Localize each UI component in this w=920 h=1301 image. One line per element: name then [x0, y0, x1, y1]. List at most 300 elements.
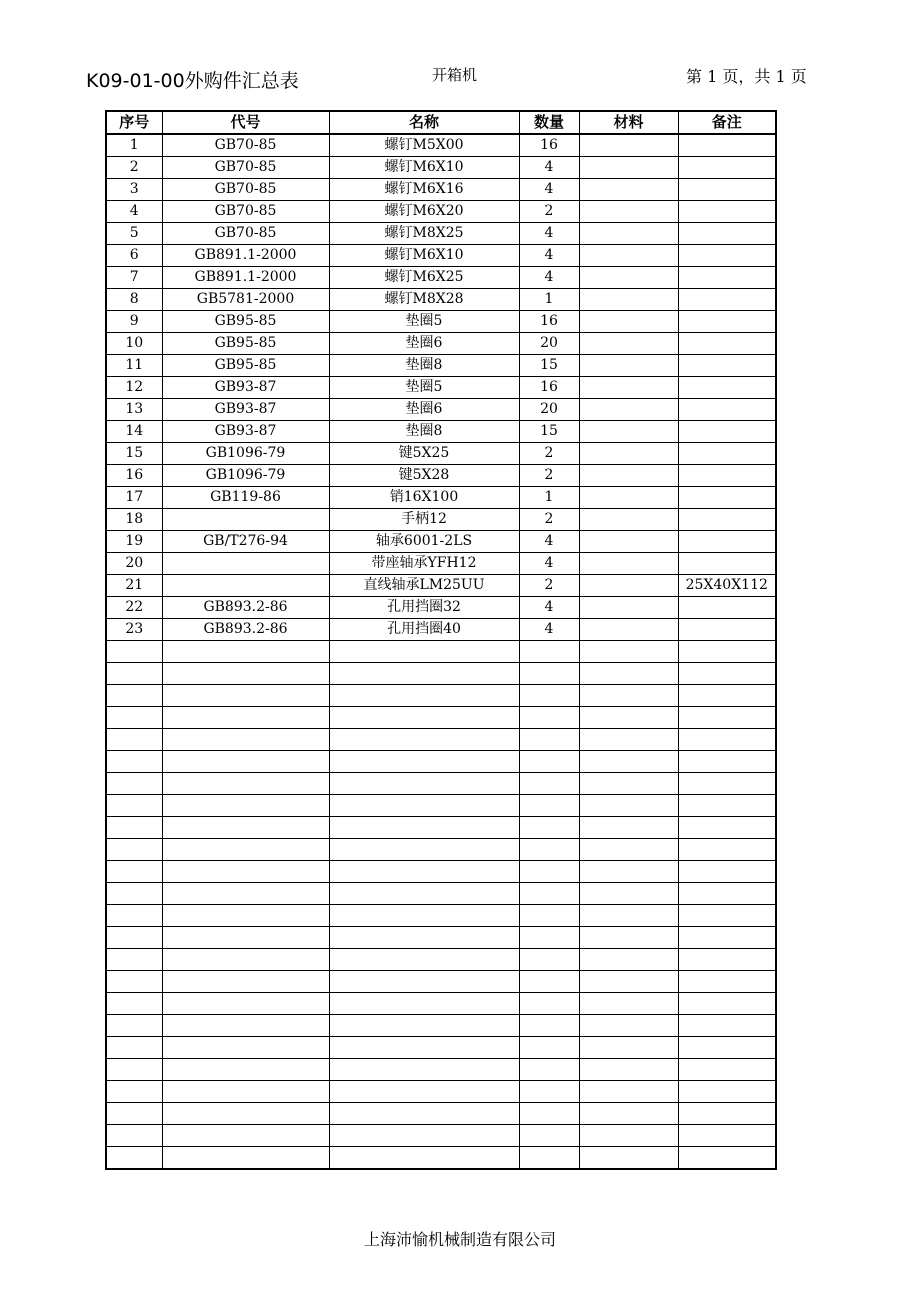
table-row [106, 245, 776, 267]
cell-seq [106, 663, 162, 685]
cell-remark [678, 223, 776, 245]
cell-material [579, 1081, 678, 1103]
table-row [106, 443, 776, 465]
header-material: 材料 [579, 111, 678, 134]
cell-name: 垫圈8 [329, 355, 519, 377]
cell-seq [106, 949, 162, 971]
table-row [106, 839, 776, 861]
cell-material [579, 223, 678, 245]
cell-code [162, 883, 329, 905]
cell-qty: 4 [519, 245, 579, 267]
cell-material [579, 509, 678, 531]
table-row [106, 377, 776, 399]
product-name: 开箱机 [432, 66, 478, 84]
cell-name: 孔用挡圈40 [329, 619, 519, 641]
cell-seq [106, 927, 162, 949]
cell-seq: 9 [106, 311, 162, 333]
table-row [106, 927, 776, 949]
cell-seq: 14 [106, 421, 162, 443]
cell-qty [519, 707, 579, 729]
cell-name: 带座轴承YFH12 [329, 553, 519, 575]
cell-name: 孔用挡圈32 [329, 597, 519, 619]
cell-seq [106, 883, 162, 905]
header-name: 名称 [329, 111, 519, 134]
cell-material [579, 487, 678, 509]
cell-name [329, 949, 519, 971]
cell-seq: 8 [106, 289, 162, 311]
cell-seq: 10 [106, 333, 162, 355]
cell-name [329, 861, 519, 883]
cell-code [162, 817, 329, 839]
cell-name: 垫圈6 [329, 399, 519, 421]
cell-name: 螺钉M8X25 [329, 223, 519, 245]
cell-remark [678, 707, 776, 729]
cell-code: GB70-85 [162, 201, 329, 223]
cell-material [579, 861, 678, 883]
table-row [106, 971, 776, 993]
cell-qty [519, 883, 579, 905]
cell-qty [519, 817, 579, 839]
cell-seq: 15 [106, 443, 162, 465]
cell-seq [106, 773, 162, 795]
cell-name: 螺钉M6X20 [329, 201, 519, 223]
cell-code [162, 509, 329, 531]
cell-material [579, 641, 678, 663]
table-row [106, 201, 776, 223]
table-row [106, 421, 776, 443]
cell-remark [678, 421, 776, 443]
table-row [106, 817, 776, 839]
cell-code: GB891.1-2000 [162, 267, 329, 289]
cell-qty: 4 [519, 531, 579, 553]
cell-code: GB70-85 [162, 134, 329, 157]
cell-code: GB70-85 [162, 223, 329, 245]
cell-seq [106, 751, 162, 773]
cell-name [329, 883, 519, 905]
table-row [106, 949, 776, 971]
cell-remark [678, 311, 776, 333]
cell-name [329, 1147, 519, 1170]
cell-qty [519, 751, 579, 773]
table-row [106, 597, 776, 619]
cell-code [162, 729, 329, 751]
cell-seq: 16 [106, 465, 162, 487]
cell-material [579, 729, 678, 751]
cell-material [579, 839, 678, 861]
cell-seq: 5 [106, 223, 162, 245]
cell-qty: 16 [519, 377, 579, 399]
cell-material [579, 531, 678, 553]
cell-remark [678, 663, 776, 685]
cell-material [579, 443, 678, 465]
parts-table [105, 110, 777, 1170]
table-row [106, 487, 776, 509]
cell-qty [519, 839, 579, 861]
cell-qty: 4 [519, 179, 579, 201]
cell-name: 螺钉M8X28 [329, 289, 519, 311]
table-row [106, 707, 776, 729]
cell-material [579, 1103, 678, 1125]
cell-material [579, 1147, 678, 1170]
cell-qty: 2 [519, 465, 579, 487]
cell-qty: 20 [519, 399, 579, 421]
table-row [106, 751, 776, 773]
table-row [106, 509, 776, 531]
table-row [106, 861, 776, 883]
cell-remark: 25X40X112 [678, 575, 776, 597]
cell-material [579, 289, 678, 311]
table-row [106, 267, 776, 289]
cell-code: GB891.1-2000 [162, 245, 329, 267]
cell-seq: 4 [106, 201, 162, 223]
cell-code [162, 575, 329, 597]
cell-qty: 20 [519, 333, 579, 355]
cell-code: GB95-85 [162, 311, 329, 333]
cell-seq [106, 729, 162, 751]
cell-qty [519, 905, 579, 927]
table-row [106, 993, 776, 1015]
header-remark: 备注 [678, 111, 776, 134]
cell-qty [519, 663, 579, 685]
table-row [106, 179, 776, 201]
cell-remark [678, 773, 776, 795]
cell-name [329, 1059, 519, 1081]
cell-code: GB/T276-94 [162, 531, 329, 553]
cell-seq [106, 971, 162, 993]
cell-qty [519, 685, 579, 707]
cell-remark [678, 487, 776, 509]
cell-name: 键5X28 [329, 465, 519, 487]
cell-material [579, 575, 678, 597]
cell-code: GB95-85 [162, 355, 329, 377]
cell-qty: 16 [519, 134, 579, 157]
cell-name: 螺钉M5X00 [329, 134, 519, 157]
cell-qty [519, 971, 579, 993]
cell-code [162, 751, 329, 773]
cell-name [329, 993, 519, 1015]
cell-qty [519, 1059, 579, 1081]
cell-material [579, 553, 678, 575]
table-row [106, 1037, 776, 1059]
table-row [106, 905, 776, 927]
company-name: 上海沛愉机械制造有限公司 [363, 1230, 556, 1249]
cell-code [162, 927, 329, 949]
cell-name [329, 795, 519, 817]
cell-qty [519, 1147, 579, 1170]
cell-qty [519, 795, 579, 817]
cell-qty: 2 [519, 575, 579, 597]
cell-qty [519, 1103, 579, 1125]
cell-name [329, 971, 519, 993]
table-row [106, 399, 776, 421]
document-title: K09-01-00外购件汇总表 [86, 70, 299, 92]
cell-code [162, 1103, 329, 1125]
cell-seq: 11 [106, 355, 162, 377]
cell-code [162, 553, 329, 575]
cell-code [162, 949, 329, 971]
cell-remark [678, 729, 776, 751]
header-code: 代号 [162, 111, 329, 134]
cell-code [162, 1015, 329, 1037]
cell-name: 轴承6001-2LS [329, 531, 519, 553]
table-row [106, 1059, 776, 1081]
cell-remark [678, 619, 776, 641]
cell-remark [678, 993, 776, 1015]
cell-remark [678, 883, 776, 905]
cell-material [579, 685, 678, 707]
cell-name: 螺钉M6X10 [329, 157, 519, 179]
cell-name: 键5X25 [329, 443, 519, 465]
cell-material [579, 1125, 678, 1147]
cell-material [579, 883, 678, 905]
cell-seq: 21 [106, 575, 162, 597]
cell-code: GB119-86 [162, 487, 329, 509]
cell-qty [519, 773, 579, 795]
cell-code: GB893.2-86 [162, 619, 329, 641]
cell-material [579, 663, 678, 685]
cell-material [579, 971, 678, 993]
cell-qty: 15 [519, 421, 579, 443]
cell-remark [678, 751, 776, 773]
cell-name: 销16X100 [329, 487, 519, 509]
table-row [106, 134, 776, 157]
cell-qty [519, 641, 579, 663]
cell-remark [678, 553, 776, 575]
cell-remark [678, 531, 776, 553]
cell-material [579, 179, 678, 201]
table-row [106, 641, 776, 663]
cell-qty: 4 [519, 157, 579, 179]
cell-qty [519, 927, 579, 949]
cell-remark [678, 1147, 776, 1170]
cell-name [329, 1103, 519, 1125]
cell-remark [678, 134, 776, 157]
table-row [106, 729, 776, 751]
cell-seq [106, 707, 162, 729]
cell-qty: 15 [519, 355, 579, 377]
cell-material [579, 355, 678, 377]
cell-code [162, 773, 329, 795]
cell-seq: 12 [106, 377, 162, 399]
cell-qty [519, 729, 579, 751]
cell-code [162, 795, 329, 817]
cell-seq: 13 [106, 399, 162, 421]
cell-code [162, 641, 329, 663]
cell-qty: 16 [519, 311, 579, 333]
table-row [106, 619, 776, 641]
cell-remark [678, 1015, 776, 1037]
cell-qty [519, 993, 579, 1015]
cell-name [329, 1081, 519, 1103]
cell-material [579, 1015, 678, 1037]
cell-seq: 17 [106, 487, 162, 509]
cell-qty [519, 1125, 579, 1147]
header-qty: 数量 [519, 111, 579, 134]
cell-material [579, 905, 678, 927]
cell-remark [678, 465, 776, 487]
cell-material [579, 1037, 678, 1059]
cell-material [579, 773, 678, 795]
cell-name [329, 1037, 519, 1059]
cell-seq: 3 [106, 179, 162, 201]
cell-seq: 7 [106, 267, 162, 289]
cell-code [162, 685, 329, 707]
cell-material [579, 201, 678, 223]
cell-name [329, 1015, 519, 1037]
cell-code [162, 1081, 329, 1103]
cell-qty: 4 [519, 223, 579, 245]
cell-name [329, 773, 519, 795]
cell-name [329, 707, 519, 729]
cell-code: GB93-87 [162, 421, 329, 443]
cell-remark [678, 685, 776, 707]
cell-code [162, 971, 329, 993]
cell-material [579, 333, 678, 355]
cell-name [329, 685, 519, 707]
cell-seq: 1 [106, 134, 162, 157]
cell-material [579, 377, 678, 399]
cell-seq: 19 [106, 531, 162, 553]
cell-code: GB1096-79 [162, 465, 329, 487]
cell-remark [678, 1125, 776, 1147]
cell-material [579, 1059, 678, 1081]
cell-material [579, 245, 678, 267]
cell-remark [678, 399, 776, 421]
cell-remark [678, 443, 776, 465]
cell-name: 直线轴承LM25UU [329, 575, 519, 597]
cell-material [579, 817, 678, 839]
cell-code [162, 905, 329, 927]
cell-seq [106, 905, 162, 927]
cell-qty [519, 1037, 579, 1059]
cell-seq [106, 993, 162, 1015]
table-row [106, 1103, 776, 1125]
table-row [106, 157, 776, 179]
cell-name: 垫圈5 [329, 377, 519, 399]
cell-qty: 2 [519, 509, 579, 531]
table-row [106, 795, 776, 817]
cell-code [162, 707, 329, 729]
cell-material [579, 134, 678, 157]
cell-seq [106, 861, 162, 883]
cell-remark [678, 949, 776, 971]
cell-seq [106, 1125, 162, 1147]
cell-seq [106, 1081, 162, 1103]
cell-name [329, 839, 519, 861]
table-row [106, 773, 776, 795]
cell-code: GB1096-79 [162, 443, 329, 465]
cell-code [162, 663, 329, 685]
page-number: 第 1 页，共 1 页 [686, 67, 807, 86]
cell-code [162, 861, 329, 883]
table-row [106, 311, 776, 333]
cell-remark [678, 157, 776, 179]
cell-code: GB70-85 [162, 157, 329, 179]
table-header-row [106, 111, 776, 134]
cell-material [579, 993, 678, 1015]
table-row [106, 663, 776, 685]
cell-code [162, 839, 329, 861]
cell-qty: 4 [519, 267, 579, 289]
cell-remark [678, 971, 776, 993]
cell-material [579, 421, 678, 443]
cell-seq: 2 [106, 157, 162, 179]
cell-seq: 6 [106, 245, 162, 267]
cell-remark [678, 377, 776, 399]
cell-name: 螺钉M6X25 [329, 267, 519, 289]
cell-qty [519, 1081, 579, 1103]
cell-qty: 4 [519, 619, 579, 641]
cell-seq [106, 839, 162, 861]
cell-material [579, 311, 678, 333]
cell-remark [678, 905, 776, 927]
cell-material [579, 949, 678, 971]
table-row [106, 289, 776, 311]
cell-name: 螺钉M6X10 [329, 245, 519, 267]
cell-material [579, 157, 678, 179]
cell-code: GB5781-2000 [162, 289, 329, 311]
cell-name: 手柄12 [329, 509, 519, 531]
cell-name: 垫圈6 [329, 333, 519, 355]
table-row [106, 685, 776, 707]
cell-name: 垫圈5 [329, 311, 519, 333]
cell-remark [678, 245, 776, 267]
cell-material [579, 707, 678, 729]
cell-material [579, 795, 678, 817]
cell-remark [678, 509, 776, 531]
table-row [106, 1081, 776, 1103]
cell-code [162, 993, 329, 1015]
cell-name [329, 817, 519, 839]
cell-remark [678, 333, 776, 355]
cell-remark [678, 597, 776, 619]
cell-seq [106, 1037, 162, 1059]
cell-material [579, 619, 678, 641]
cell-remark [678, 1037, 776, 1059]
cell-seq [106, 817, 162, 839]
cell-name [329, 927, 519, 949]
table-row [106, 883, 776, 905]
cell-seq: 22 [106, 597, 162, 619]
cell-material [579, 927, 678, 949]
cell-seq [106, 1147, 162, 1170]
cell-qty: 2 [519, 443, 579, 465]
cell-code: GB70-85 [162, 179, 329, 201]
table-row [106, 355, 776, 377]
cell-code [162, 1147, 329, 1170]
table-row [106, 531, 776, 553]
cell-material [579, 267, 678, 289]
cell-material [579, 597, 678, 619]
cell-remark [678, 267, 776, 289]
cell-seq [106, 1059, 162, 1081]
cell-remark [678, 179, 776, 201]
cell-seq [106, 685, 162, 707]
cell-qty: 4 [519, 597, 579, 619]
table-body [106, 134, 776, 1169]
cell-remark [678, 1059, 776, 1081]
cell-remark [678, 1081, 776, 1103]
cell-code [162, 1059, 329, 1081]
table-row [106, 465, 776, 487]
cell-name [329, 663, 519, 685]
cell-code: GB93-87 [162, 377, 329, 399]
cell-code [162, 1125, 329, 1147]
table-row [106, 1147, 776, 1170]
cell-remark [678, 795, 776, 817]
table-row [106, 553, 776, 575]
cell-qty: 1 [519, 487, 579, 509]
